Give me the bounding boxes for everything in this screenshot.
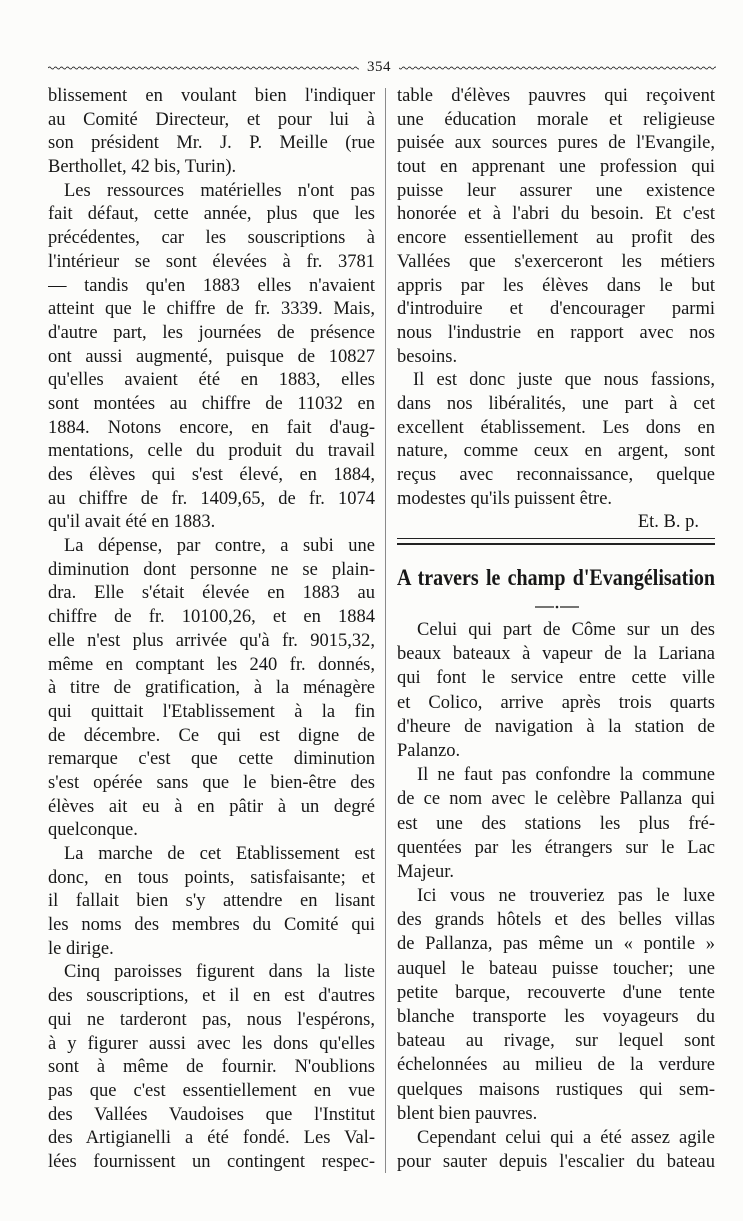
text-line: petite barque, recouverte d'une tente: [397, 982, 715, 1003]
text-line: auquel le bateau puisse toucher; une: [397, 958, 715, 979]
text-line: honorée et à l'abri du besoin. Et c'est: [397, 204, 715, 225]
text-line: une éducation morale et religieuse: [397, 109, 715, 130]
text-line: Il ne faut pas confondre la commune: [417, 765, 715, 786]
text-line: pas que c'est essentiellement en vue: [48, 1080, 375, 1101]
text-line: d'heure de navigation à la station de: [397, 716, 715, 737]
text-line: est une des stations les plus fré-: [397, 813, 715, 834]
text-line: s'est opérée sans que le bien-être des: [48, 772, 375, 793]
text-line: des Artigianelli a été fondé. Les Val-: [48, 1128, 375, 1149]
text-line: bateau au rivage, sur lequel sont: [397, 1031, 715, 1052]
text-line: qui quittait l'Etablissement à la fin: [48, 701, 375, 722]
text-line: encore essentiellement au profit des: [397, 228, 715, 249]
section-double-rule: [397, 538, 715, 545]
text-line: Cinq paroisses figurent dans la liste: [64, 962, 375, 983]
text-line: Palanzo.: [397, 740, 461, 761]
text-line: nature, comme ceux en argent, sont: [397, 441, 715, 462]
paragraph: [48, 180, 375, 535]
text-line: qui ne tarderont pas, nous l'espérons,: [48, 1009, 375, 1030]
text-line: Vallées que s'exerceront les métiers: [397, 251, 715, 272]
text-line: Berthollet, 42 bis, Turin).: [48, 157, 237, 178]
article-title: A travers le champ d'Evangélisation: [397, 565, 715, 591]
text-line: ont aussi augmenté, puisque de 10827: [48, 346, 375, 367]
text-line: table d'élèves pauvres qui reçoivent: [397, 86, 715, 106]
text-line: qu'il avait été en 1883.: [48, 512, 216, 533]
text-line: pour sauter depuis l'escalier du bateau: [397, 1152, 715, 1173]
text-line: puisée aux sources pures de l'Evangile,: [397, 133, 715, 154]
paragraph: [48, 843, 375, 961]
text-line: le dirige.: [48, 938, 114, 959]
text-line: blissement en voulant bien l'indiquer: [48, 86, 375, 106]
text-line: mentations, celle du produit du travail: [48, 441, 375, 462]
text-line: dra. Elle s'était élevée en 1883 au: [48, 583, 375, 604]
text-line: Cependant celui qui a été assez agile: [417, 1127, 715, 1148]
text-line: beaux bateaux à vapeur de la Lariana: [397, 644, 715, 665]
text-line: élèves ait eu à en pâtir à un degré: [48, 796, 375, 817]
text-line: modestes qu'ils puissent être.: [397, 488, 613, 509]
right-column-body: [397, 85, 715, 511]
left-column: [48, 85, 375, 1175]
text-line: quentées par les étrangers sur le Lac: [397, 837, 715, 858]
text-line: au chiffre de fr. 1409,65, de fr. 1074: [48, 488, 375, 509]
text-line: des souscriptions, et il en est d'autres: [48, 986, 375, 1007]
text-line: à y figurer aussi avec les dons qu'elles: [48, 1033, 375, 1054]
text-line: diminution dont personne ne se plain-: [48, 559, 375, 580]
text-line: de ce nom avec le celèbre Pallanza qui: [397, 789, 715, 810]
text-line: échelonnées au milieu de la verdure: [397, 1055, 715, 1076]
text-line: quelconque.: [48, 820, 138, 841]
text-line: donc, en tous points, satisfaisante; et: [48, 867, 375, 888]
text-line: appris par les élèves dans le but: [397, 275, 715, 296]
text-line: son président Mr. J. P. Meille (rue: [48, 133, 375, 154]
text-line: Il est donc juste que nous fassions,: [413, 370, 715, 391]
text-line: d'autre part, les journées de présence: [48, 322, 375, 343]
text-line: 1884. Notons encore, en fait d'aug-: [48, 417, 375, 438]
text-line: sont à même de fournir. N'oublions: [48, 1057, 375, 1078]
text-line: l'intérieur se sont élevées à fr. 3781: [48, 251, 375, 272]
text-line: La dépense, par contre, a subi une: [64, 536, 375, 557]
text-line: dans nos libéralités, une part à cet: [397, 393, 715, 414]
text-line: des grands hôtels et des belles villas: [397, 910, 715, 931]
text-line: — tandis qu'en 1883 elles n'avaient: [48, 275, 375, 296]
paragraph: [48, 961, 375, 1174]
text-line: Majeur.: [397, 861, 455, 882]
text-line: d'introduire et d'encourager parmi: [397, 299, 715, 320]
text-line: quelques maisons rustiques qui sem-: [397, 1079, 715, 1100]
paragraph: [397, 1126, 715, 1174]
text-line: elle n'est plus arrivée qu'à fr. 9015,32,: [48, 630, 375, 651]
text-line: et Colico, arrive après trois quarts: [397, 692, 715, 713]
text-line: La marche de cet Etablissement est: [64, 844, 375, 864]
text-line: des Vallées Vaudoises que l'Institut: [48, 1104, 375, 1125]
text-line: sont montées au chiffre de 11032 en: [48, 393, 375, 414]
paragraph: [397, 884, 715, 1126]
text-line: blent bien pauvres.: [397, 1103, 538, 1124]
paragraph: [397, 618, 715, 763]
paragraph: [397, 85, 715, 369]
text-line: les noms des membres du Comité qui: [48, 915, 375, 936]
right-column: [397, 85, 715, 535]
text-line: Ici vous ne trouveriez pas le luxe: [417, 886, 715, 907]
signature: Et. B. p.: [637, 512, 699, 533]
text-line: de décembre. Ce qui est digne de: [48, 725, 375, 746]
text-line: de Pallanza, pas même un « pontile »: [397, 934, 715, 955]
text-line: fait défaut, cette année, plus que les: [48, 204, 375, 225]
text-line: qu'elles avaient été en 1883, elles: [48, 370, 375, 391]
title-ornament: [535, 603, 579, 611]
paragraph: [48, 85, 375, 180]
text-line: besoins.: [397, 346, 458, 367]
text-line: Celui qui part de Côme sur un des: [417, 620, 715, 640]
article-body: [397, 618, 715, 1174]
text-line: blanche transporte les voyageurs du: [397, 1007, 715, 1027]
paragraph: [48, 535, 375, 843]
paragraph: [397, 369, 715, 511]
text-line: excellent établissement. Les dons en: [397, 417, 715, 438]
text-line: tout en apprenant une profession qui: [397, 157, 715, 178]
text-line: à titre de gratification, à la ménagère: [48, 678, 375, 699]
text-line: même en comptant les 240 fr. donnés,: [48, 654, 375, 675]
text-line: lées fournissent un contingent respec-: [48, 1151, 375, 1172]
text-line: reçus avec reconnaissance, quelque: [397, 465, 715, 485]
text-line: Les ressources matérielles n'ont pas: [64, 180, 375, 201]
text-line: nous l'industrie en rapport avec nos: [397, 322, 715, 343]
column-divider: [385, 88, 386, 1173]
paragraph: [397, 763, 715, 884]
text-line: des élèves qui s'est élevé, en 1884,: [48, 465, 375, 485]
page-number: 354: [359, 57, 399, 77]
text-line: remarque c'est que cette diminution: [48, 749, 375, 770]
text-line: au Comité Directeur, et pour lui à: [48, 109, 375, 130]
text-line: atteint que le chiffre de fr. 3339. Mais,: [48, 299, 375, 320]
text-line: il fallait bien s'y attendre en lisant: [48, 891, 375, 912]
text-line: précédentes, car les souscriptions à: [48, 228, 375, 249]
text-line: chiffre de fr. 10100,26, et en 1884: [48, 607, 375, 628]
text-line: qui font le service entre cette ville: [397, 668, 715, 689]
text-line: puisse leur assurer une existence: [397, 180, 715, 201]
